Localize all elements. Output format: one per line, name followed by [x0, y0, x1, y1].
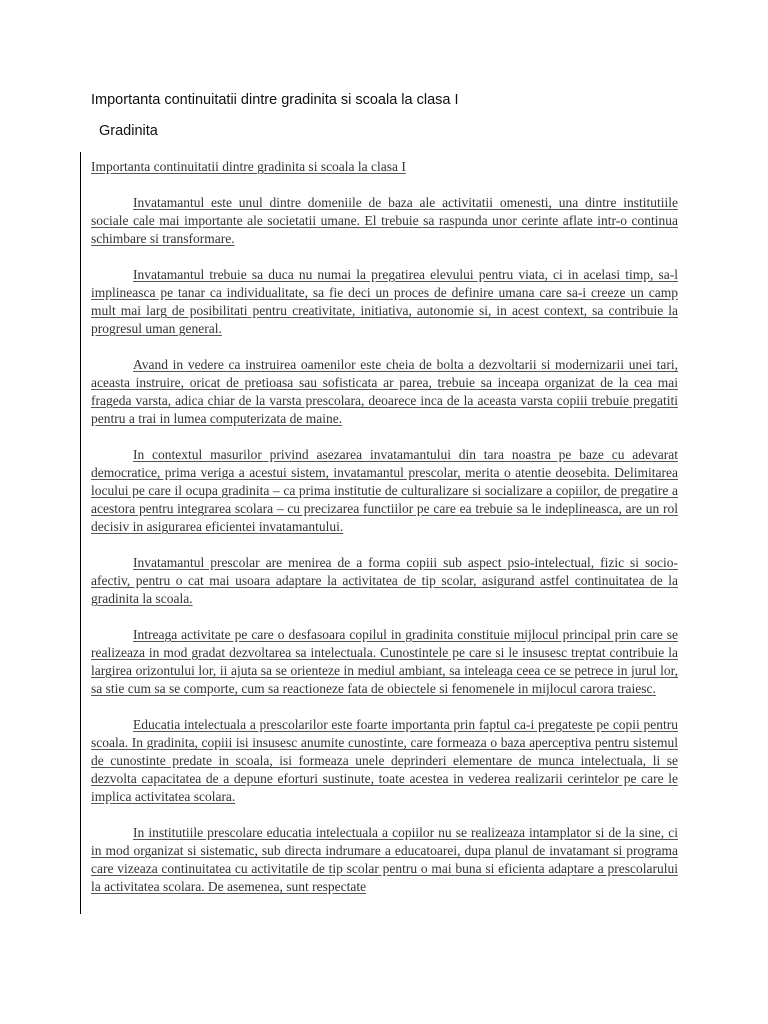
revision-bar	[80, 152, 81, 914]
paragraph: In institutiile prescolare educatia intelectuala a copiilor nu se realizeaza intamplator si de la sine, ci in mod organizat si sistematic, sub directa indrumare a educatoarei, dupa planul de invatamant si programa care vizeaza continuitatea cu activitatile de tip scolar pentru o mai buna si eficienta adaptare a prescolarului la activitatea scolara. De asemenea, sunt respectate	[91, 825, 678, 894]
document-body	[91, 158, 678, 914]
document-heading: Importanta continuitatii dintre gradinita si scoala la clasa I	[91, 159, 406, 174]
paragraph: Avand in vedere ca instruirea oamenilor este cheia de bolta a dezvoltarii si modernizarii unei tari, aceasta instruire, oricat de pretioasa sau sofisticata ar parea, trebuie sa inceapa organizat de la cea mai frageda varsta, adica chiar de la varsta prescolara, deoarece inca de la aceasta varsta copiii trebuie pregatiti pentru a trai in lumea computerizata de maine.	[91, 357, 678, 426]
paragraph: In contextul masurilor privind asezarea invatamantului din tara noastra pe baze cu adevarat democratice, prima veriga a acestui sistem, invatamantul prescolar, merita o atentie deosebita. Delimitarea locului pe care il ocupa gradinita – ca prima institutie de culturalizare si socializare a copiilor, de pregatire a acestora pentru integrarea scolara – cu precizarea functiilor pe care ea trebuie sa le indeplineasca, are un rol decisiv in asigurarea eficientei invatamantului.	[91, 447, 678, 534]
page-title: Importanta continuitatii dintre gradinita si scoala la clasa I	[91, 92, 459, 108]
paragraph: Intreaga activitate pe care o desfasoara copilul in gradinita constituie mijlocul principal prin care se realizeaza in mod gradat dezvoltarea sa intelectuala. Cunostintele pe care si le insusesc treptat contribuie la largirea orizontului lor, ii ajuta sa se orienteze in mediul ambiant, sa inteleaga ceea ce se petrece in jurul lor, sa stie cum sa se comporte, cum sa reactioneze fata de obiectele si fenomenele in mijlocul carora traiesc.	[91, 627, 678, 696]
document-preview	[80, 152, 690, 914]
paragraph: Educatia intelectuala a prescolarilor este foarte importanta prin faptul ca-i pregateste pe copii pentru scoala. In gradinita, copiii isi insusesc anumite cunostinte, care formeaza o baza aperceptiva pentru sistemul de cunostinte predate in scoala, isi formeaza unele deprinderi elementare de munca intelectuala, li se dezvolta capacitatea de a depune eforturi sustinute, toate acestea in vederea realizarii cerintelor pe care le implica activitatea scolara.	[91, 717, 678, 804]
page-subtitle: Gradinita	[99, 123, 158, 139]
paragraph: Invatamantul trebuie sa duca nu numai la pregatirea elevului pentru viata, ci in acelasi timp, sa-l implineasca pe tanar ca individualitate, sa fie deci un proces de definire umana care sa-i creeze un camp mult mai larg de posibilitati pentru creativitate, initiativa, autonomie si, in acest context, sa contribuie la progresul uman general.	[91, 267, 678, 336]
paragraph: Invatamantul prescolar are menirea de a forma copiii sub aspect psio-intelectual, fizic si socio-afectiv, pentru o cat mai usoara adaptare la activitatea de tip scolar, asigurand astfel continuitatea de la gradinita la scoala.	[91, 555, 678, 606]
paragraph: Invatamantul este unul dintre domeniile de baza ale activitatii omenesti, una dintre institutiile sociale cale mai importante ale societatii umane. El trebuie sa raspunda unor cerinte aflate intr-o continua schimbare si transformare.	[91, 195, 678, 246]
